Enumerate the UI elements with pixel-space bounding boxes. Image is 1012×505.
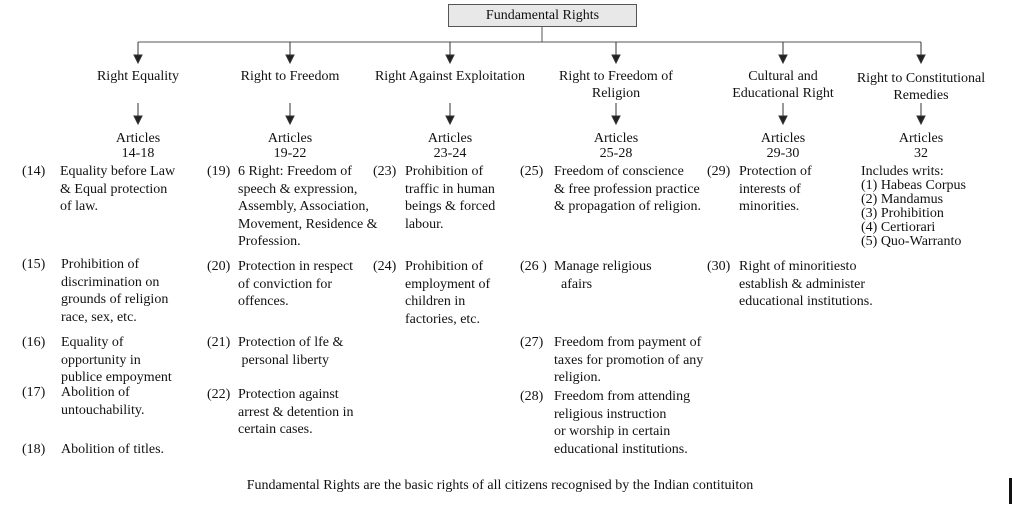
- description-line: Freedom from attending: [554, 389, 691, 404]
- description-line: beings & forced: [405, 199, 496, 214]
- article-number: (25): [520, 164, 544, 179]
- category-title-line: Right Equality: [96, 69, 180, 84]
- articles-heading: Articles: [593, 131, 639, 146]
- article-description: [61, 334, 172, 387]
- articles-label: [733, 131, 833, 161]
- arrow-head: [134, 116, 142, 124]
- description-line: educational institutions.: [554, 441, 688, 457]
- article-number: (27): [520, 335, 544, 350]
- article-description: [238, 163, 378, 251]
- description-line: Protection of lfe &: [238, 335, 344, 350]
- description-line: certain cases.: [238, 422, 313, 437]
- article-number: (20): [207, 259, 231, 274]
- article-number: (18): [22, 442, 46, 457]
- articles-range: 32: [914, 146, 928, 161]
- category-title-line: Remedies: [893, 88, 949, 103]
- articles-heading: Articles: [267, 131, 313, 146]
- description-line: Right of minoritiesto: [739, 259, 857, 274]
- description-line: interests of: [739, 181, 801, 197]
- article-number: (23): [373, 164, 397, 179]
- article-description: [554, 334, 703, 387]
- article-number: (21): [207, 335, 231, 350]
- description-line: 6 Right: Freedom of: [238, 164, 352, 179]
- arrow-head: [917, 55, 925, 63]
- description-line: labour.: [405, 216, 444, 232]
- description-line: & Equal protection: [60, 181, 168, 197]
- writs-list: [861, 165, 966, 249]
- description-line: & free profession practice: [554, 181, 700, 197]
- articles-label: [240, 131, 340, 161]
- arrow-head: [779, 116, 787, 124]
- articles-range: 19-22: [273, 146, 307, 161]
- description-line: Abolition of titles.: [61, 442, 165, 457]
- description-line: Prohibition of: [405, 164, 484, 179]
- article-description: [238, 386, 353, 439]
- description-line: factories, etc.: [405, 311, 481, 327]
- arrow-head: [917, 116, 925, 124]
- writs-heading: Includes writs:: [861, 164, 944, 179]
- article-number: (29): [707, 164, 731, 179]
- arrow-head: [286, 116, 294, 124]
- article-description: [61, 384, 144, 419]
- description-line: Prohibition of: [61, 257, 140, 272]
- article-description: [554, 388, 690, 458]
- article-description: [61, 441, 164, 459]
- articles-range: 29-30: [766, 146, 800, 161]
- article-description: [238, 258, 353, 311]
- writ-item: (2) Mandamus: [861, 192, 944, 207]
- description-line: personal liberty: [238, 352, 329, 368]
- category-title-line: Educational Right: [732, 86, 834, 101]
- article-description: [739, 258, 873, 311]
- category-title-line: Religion: [591, 86, 641, 101]
- description-line: Protection against: [238, 387, 339, 402]
- category-title: [821, 70, 1012, 104]
- description-line: publice empoyment: [61, 370, 172, 385]
- description-line: Profession.: [238, 234, 301, 249]
- description-line: educational institutions.: [739, 294, 873, 309]
- articles-range: 25-28: [599, 146, 633, 161]
- arrow-head: [612, 116, 620, 124]
- articles-label: [566, 131, 666, 161]
- description-line: afairs: [554, 276, 593, 292]
- description-line: traffic in human: [405, 181, 495, 197]
- article-description: [739, 163, 812, 216]
- articles-label: [400, 131, 500, 161]
- description-line: Freedom from payment of: [554, 335, 702, 350]
- article-description: [238, 334, 343, 369]
- description-line: discrimination on: [61, 274, 160, 290]
- article-description: [554, 258, 652, 293]
- description-line: arrest & detention in: [238, 404, 354, 420]
- description-line: religious instruction: [554, 406, 667, 422]
- article-number: (14): [22, 164, 46, 179]
- articles-range: 23-24: [433, 146, 467, 161]
- description-line: Freedom of conscience: [554, 164, 684, 179]
- description-line: Equality of: [61, 335, 124, 350]
- diagram-caption: Fundamental Rights are the basic rights of all citizens recognised by the Indian contituiton: [246, 478, 754, 493]
- description-line: Abolition of: [61, 385, 130, 400]
- articles-label: [88, 131, 188, 161]
- article-description: [61, 256, 168, 326]
- category-title-line: Right to Freedom: [240, 69, 340, 84]
- description-line: Protection of: [739, 164, 812, 179]
- article-number: (28): [520, 389, 544, 404]
- writ-item: (4) Certiorari: [861, 220, 936, 235]
- description-line: race, sex, etc.: [61, 309, 137, 325]
- articles-heading: Articles: [427, 131, 473, 146]
- category-title-line: Right Against Exploitation: [374, 69, 526, 84]
- articles-range: 14-18: [121, 146, 155, 161]
- article-number: (17): [22, 385, 46, 400]
- description-line: employment of: [405, 276, 491, 292]
- description-line: establish & administer: [739, 276, 865, 292]
- description-line: Movement, Residence &: [238, 216, 378, 232]
- writ-item: (1) Habeas Corpus: [861, 178, 966, 193]
- description-line: of conviction for: [238, 276, 333, 292]
- article-number: (16): [22, 335, 46, 350]
- description-line: taxes for promotion of any: [554, 352, 704, 368]
- article-description: [405, 163, 495, 233]
- writ-item: (3) Prohibition: [861, 206, 944, 221]
- description-line: Protection in respect: [238, 259, 354, 274]
- description-line: untouchability.: [61, 402, 145, 418]
- articles-heading: Articles: [115, 131, 161, 146]
- arrow-head: [446, 55, 454, 63]
- article-description: [405, 258, 490, 328]
- description-line: or worship in certain: [554, 424, 671, 439]
- article-description: [554, 163, 701, 216]
- category-title-line: Right to Freedom of: [559, 69, 673, 84]
- arrow-head: [286, 55, 294, 63]
- articles-heading: Articles: [760, 131, 806, 146]
- articles-heading: Articles: [898, 131, 944, 146]
- articles-label: [871, 131, 971, 161]
- writ-item: (5) Quo-Warranto: [861, 234, 962, 249]
- arrow-head: [134, 55, 142, 63]
- description-line: offences.: [238, 294, 289, 309]
- description-line: grounds of religion: [61, 292, 169, 307]
- article-number: (24): [373, 259, 397, 274]
- description-line: Equality before Law: [60, 164, 176, 179]
- article-number: (19): [207, 164, 231, 179]
- description-line: Manage religious: [554, 259, 652, 274]
- article-number: (30): [707, 259, 731, 274]
- article-number: (15): [22, 257, 46, 272]
- arrow-head: [612, 55, 620, 63]
- category-title-line: Cultural and: [748, 69, 818, 84]
- arrow-head: [779, 55, 787, 63]
- description-line: Prohibition of: [405, 259, 484, 274]
- description-line: speech & expression,: [238, 181, 358, 197]
- description-line: of law.: [60, 199, 98, 214]
- root-node: Fundamental Rights: [448, 4, 637, 27]
- category-title-line: Right to Constitutional: [856, 71, 986, 86]
- description-line: children in: [405, 294, 466, 309]
- article-description: [60, 163, 175, 216]
- description-line: opportunity in: [61, 352, 141, 368]
- description-line: religion.: [554, 370, 602, 385]
- description-line: & propagation of religion.: [554, 199, 701, 214]
- description-line: minorities.: [739, 199, 800, 214]
- article-number: (22): [207, 387, 231, 402]
- arrow-head: [446, 116, 454, 124]
- article-number: (26 ): [520, 259, 547, 274]
- description-line: Assembly, Association,: [238, 199, 369, 214]
